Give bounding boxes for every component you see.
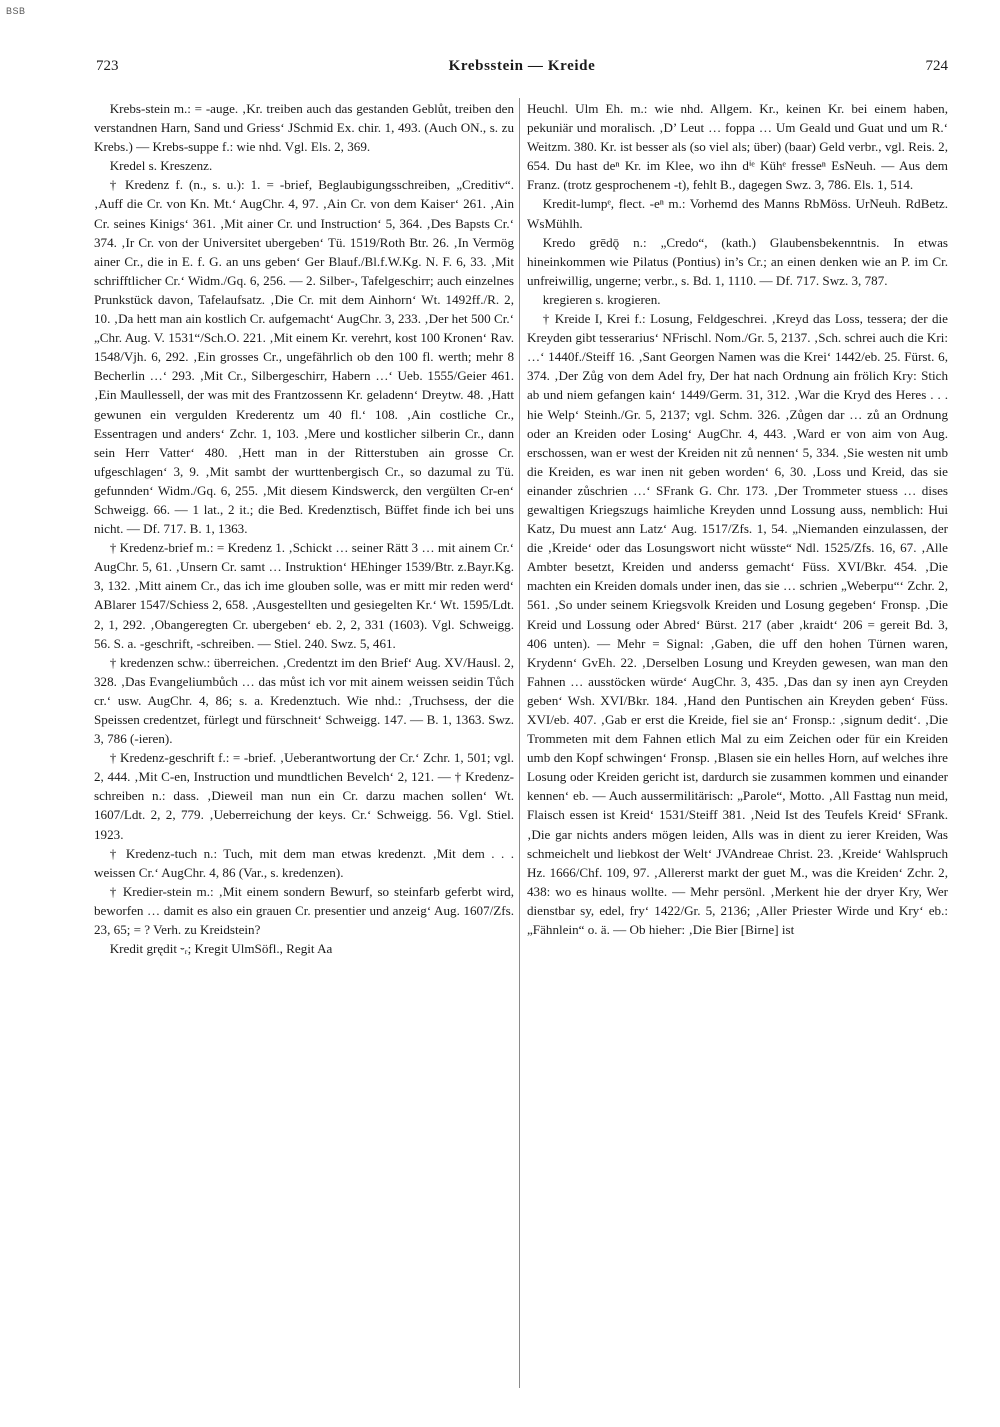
dictionary-entry: † Kreide I, Krei f.: Losung, Feldgeschrei. ‚Kreyd das Loss, tessera; der die Kreyden gibt tesserarius‘ NFrischl. Nom./Gr. 5, 2137. ‚Sch. schrei auch die Kri: …‘ 1440f./Steiff 16. ‚Sant Georgen Namen was die Krei‘ 1442/eb. 25. Fürst. 6, 374. ‚Der Zůg von dem Adel fry, Der hat nach Ordnung ain frölich Kry: Stich ab und niem gefangen kain‘ 1449/Germ. 31, 312. ‚War die Kryd des Heres . . . hie Welp‘ Steinh./Gr. 5, 2137; vgl. Schm. 326. ‚Zůgen dar … zů an Ordnung oder an Kreiden oder Losing‘ AugChr. 4, 443. ‚Ward er von aim von Aug. erschossen, wan er west der Kreiden nit zů nennen‘ 5, 334. ‚Sie westen nit umb die Kreiden, es war inen nit geben worden‘ 6, 30. ‚Loss und Kreid, das sie einander zůschrien …‘ SFrank G. Chr. 173. ‚Der Trommeter stuess … dises gewaltigen Kriegszugs haimliche Kreyden unnd Lossung auss, nemblich: Hui Katz, Du muest ann Latz‘ Aug. 1517/Zfs. 1, 54. „Niemanden einzulassen, der die ‚Kreide‘ oder das Losungswort nicht wüsste“ Ndl. 1525/Zfs. 16, 67. ‚Alle Ambter besetzt, Kreiden und anderss gemacht‘ Füss. XVI/Bkr. 454. ‚Die machten ein Kreiden domals under inen, das sie … schrien „Weberpu“‘ Zchr. 2, 561. ‚So under seinem Kriegsvolk Kreiden und Losung gegeben‘ Fronsp. ‚Die Kreid und Lossung oder Abred‘ Bürst. 217 (aber ‚kraidt‘ 206 = gereit Bd. 3, 406 unten). — Mehr = Signal: ‚Gaben, die uff den hohen Türnen waren, Krydenn‘ GvEh. 22. ‚Derselben Losung und Kreyden gewesen, wan man den Fahnen … ausstöcken würde‘ AugChr. 3, 435. ‚Das dan sy inen ayn Creyden geben‘ Wsh. XVI/Bkr. 184. ‚Hand den Puntischen ain Kreyden geben‘ Füss. XVI/eb. 407. ‚Gab er erst die Kreide, fiel sie an‘ Fronsp.: ‚signum dedit‘. ‚Die Trommeten mit dem Fahnen etlich Mal zu eim Zeichen oder für ein Kreiden umb den Kopf schwingen‘ Fronsp. ‚Blasen sie ein helles Horn, auf welches ihre Losung oder Kreiden gericht ist, dardurch sie zusammen kommen und einander kennen‘ eb. — Auch aussermilitärisch: „Parole“, Motto. ‚All Fasttag nun meid, Flaisch essen ist Kreid‘ 1531/Steiff 381. ‚Neid Ist des Teufels Kreid‘ SFrank. ‚Die gar nichts anders mögen leiden, Alls was in dient zu ierer Kreiden, Was schmeichelt und liebkost der Welt‘ JVAndreae Christ. 23. ‚Kreide‘ Wahlspruch Hz. 1666/Chf. 109, 97. ‚Allererst markt der guet M., was die Kreiden‘ Zchr. 2, 438: wo es hinaus wollte. — Mehr persönl. ‚Merkent hie der dryer Kry, Wer dienstbar sy, edel, fry‘ 1422/Gr. 5, 2136; ‚Aller Priester Wirde und Kry‘ eb.: „Fähnlein“ o. ä. — Ob hieher: ‚Die Bier [Birne] ist (527, 311, 948, 938)
dictionary-entry: † kredenzen schw.: überreichen. ‚Credentzt im den Brief‘ Aug. XV/Hausl. 2, 328. ‚Das Evangeliumbůch … das můst ich vor mit ainem weissen seidin Tůch cr.‘ usw. AugChr. 4, 86; s. a. Kredenztuch. Wie nhd.: ‚Truchsess, der die Speissen credentzet, fürlegt und fürschneit‘ Schweigg. 147. — B. 1, 1363. Swz. 3, 786 (-ieren). (94, 654, 514, 747)
dictionary-entry: Kredit-lumpᵉ, flect. -eⁿ m.: Vorhemd des Manns RbMöss. UrNeuh. RdBetz. WsMühlh. (527, 196, 948, 231)
dictionary-entry: † Kredenz-geschrift f.: = -brief. ‚Ueberantwortung der Cr.‘ Zchr. 1, 501; vgl. 2, 444. ‚Mit C-en, Instruction und mundtlichen Bevelch‘ 2, 121. — † Kredenz-schreiben n.: dass. ‚Dieweil man nun ein Cr. darzu machen sollen‘ Wt. 1607/Ldt. 2, 2, 779. ‚Ueberreichung der keys. Cr.‘ Schweigg. 56. Vgl. Stiel. 1923. (94, 750, 514, 842)
dictionary-entry: Kredo grēdǭ n.: „Credo“, (kath.) Glaubensbekenntnis. In etwas hineinkommen wie Pilatus (Pontius) in’s Cr.; an einen denken wie an P. im Cr. unfreiwillig, ungerne; verbr., s. Bd. 1, 1110. — Df. 717. Swz. 3, 787. (527, 234, 948, 288)
library-stamp: BSB (6, 6, 26, 16)
dictionary-entry: Krebs-stein m.: = -auge. ‚Kr. treiben auch das gestanden Geblůt, treiben den verstandnen Harn, Sand und Griess‘ JSchmid Ex. chir. 1, 493. (Auch ON., s. zu Krebs.) — Krebs-suppe f.: wie nhd. Vgl. Els. 2, 369. (94, 101, 514, 155)
dictionary-entry: Kredit grędit ⏑ᵣ; Kregit UlmSöfl., Regit Aa (109, 941, 333, 957)
dictionary-entry: † Kredier-stein m.: ‚Mit einem sondern Bewurf, so steinfarb geferbt wird, beworfen … damit es also ein grauen Cr. presentier und anzeig‘ Aug. 1607/Zfs. 23, 65; = ? Verh. zu Kreidstein? (94, 883, 514, 938)
right-column (527, 99, 948, 1399)
page-number-left: 723 (96, 58, 119, 74)
dictionary-entry: Heuchl. Ulm Eh. m.: wie nhd. Allgem. Kr., keinen Kr. bei einem haben, pekuniär und moralisch. ‚D’ Leut … foppa … Um Geald und Guat und um R.‘ Weitzm. 380. Kr. ist besser als (so viel als; über) (baar) Geld verbr., vgl. Reis. 2, 654. Du hast deⁿ Kr. im Klee, wo ihn dⁱᵉ Kühᵉ fresseⁿ EsNeuh. — Aus dem Franz. (trotz gesprochenem -t), fehlt B., dagegen Swz. 3, 786. Els. 1, 514. (527, 101, 948, 193)
column-divider (519, 98, 520, 1388)
running-title: Krebsstein — Kreide (448, 58, 596, 74)
page-number-right: 724 (925, 58, 948, 74)
dictionary-entry: kregieren s. krogieren. (542, 291, 661, 307)
dictionary-entry: † Kredenz-tuch n.: Tuch, mit dem man etwas kredenzt. ‚Mit dem . . . weissen Cr.‘ AugChr. 4, 86 (Var., s. kredenzen). (94, 845, 514, 880)
dictionary-entry: Kredel s. Kreszenz. (109, 158, 213, 174)
dictionary-entry: † Kredenz-brief m.: = Kredenz 1. ‚Schickt … seiner Rätt 3 … mit ainem Cr.‘ AugChr. 5, 61. ‚Unsern Cr. samt … Instruktion‘ HEhinger 1539/Btr. z.Bayr.Kg. 3, 132. ‚Mitt ainem Cr., das ich ime glouben solle, was er mitt mir reden werd‘ ABlarer 1547/Schiess 2, 658. ‚Ausgestellten und gesiegelten Kr.‘ Wt. 1595/Ldt. 2, 1, 292. ‚Obangeregten Cr. ubergeben‘ eb. 2, 2, 331 (1603). Vgl. Schweigg. 56. S. a. -geschrift, -schreiben. — Stiel. 240. Swz. 5, 461. (94, 540, 514, 651)
left-column (94, 99, 514, 1399)
page-header (96, 58, 948, 80)
dictionary-entry: † Kredenz f. (n., s. u.): 1. = -brief, Beglaubigungsschreiben, „Creditiv“. ‚Auff die Cr. von Kn. Mt.‘ AugChr. 4, 97. ‚Ain Cr. von dem Kaiser‘ 261. ‚Ain Cr. seines Kinigs‘ 361. ‚Mit ainer Cr. und Instruction‘ 5, 364. ‚Des Bapsts Cr.‘ 374. ‚Ir Cr. von der Universitet ubergeben‘ Tü. 1519/Roth Btr. 26. ‚In Vermög ainer Cr., die in E. f. G. an uns geben‘ Ger Blauf./Bl.f.W.Kg. N. F. 6, 33. ‚Mit schrifftlicher Cr.‘ Widm./Gq. 6, 256. — 2. Silber-, Tafelgeschirr; auch einzelnes Prunkstück davon, Tafelaufsatz. ‚Die Cr. mit dem Ainhorn‘ Wt. 1492ff./R. 2, 10. ‚Da hett man ain kostlich Cr. aufgemacht‘ AugChr. 3, 233. ‚Der het 500 Cr.‘ „Chr. Aug. V. 1531“/Sch.O. 221. ‚Mit einem Kr. verehrt, kost 100 Kronen‘ Rav. 1548/Vjh. 6, 292. ‚Ein grosses Cr., ungefährlich ob den 100 fl. werth; mehr 8 Becherlin …‘ 293. ‚Mit Cr., Silbergeschirr, Habern …‘ Ueb. 1555/Geier 461. ‚Ein Maullessell, der was mit des Frantzossenn Kr. geladenn‘ Dreytw. 48. ‚Hatt gewunen ein vergulden Krederentz um 40 fl.‘ 108. ‚Ain costliche Cr., Essentragen und anders‘ Zchr. 1, 103. ‚Mere und kostlicher silberin Cr., dann sein Herr Vatter‘ 480. ‚Hett man in der Ritterstuben ain grosse Cr. ufgeschlagen‘ 3, 9. ‚Mit sambt der wurttenbergisch Cr., so dazumal zu Tü. gefunnden‘ Widm./Gq. 6, 255. ‚Mit diesem Kindswerck, den vergülten Cr-en‘ Schweigg. 66. — 1 lat., 2 it.; die Bed. Kredenztisch, Büffet finde ich bei uns nicht. — Df. 717. B. 1, 1363. (94, 177, 514, 537)
